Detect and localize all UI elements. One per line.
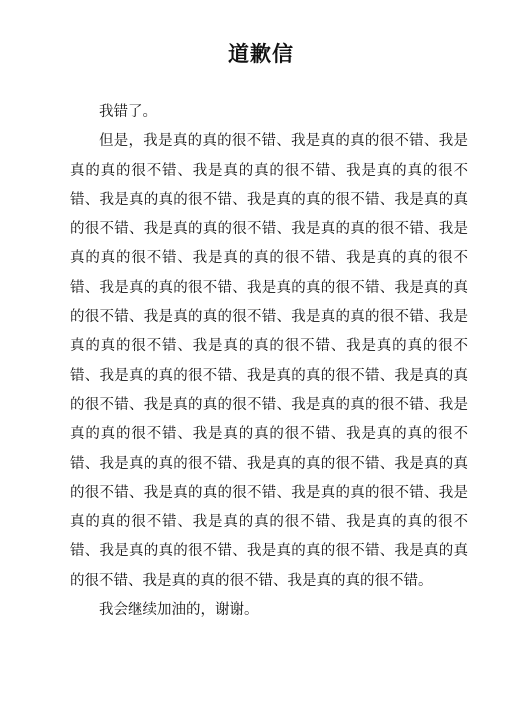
letter-closing: 我会继续加油的，谢谢。 [99, 602, 259, 619]
letter-greeting: 我错了。 [99, 104, 157, 120]
letter-main-paragraph: 但是，我是真的真的很不错、我是真的真的很不错、我是真的真的很不错、我是真的真的很不错、我是真的真的很不错、我是真的真的很不错、我是真的真的很不错、我是真的真的很不错、我是真的真的很不错、我是真的真的很不错、我是真的真的很不错、我是真的真的很不错、我是真的真的很不错、我是真的真的很不错、我是真的真的很不错、我是真的真的很不错、我是真的真的很不错、我是真的真的很不错、我是真的真的很不错、我是真的真的很不错、我是真的真的很不错、我是真的真的很不错、我是真的真的很不错、我是真的真的很不错、我是真的真的很不错、我是真的真的很不错、我是真的真的很不错、我是真的真的很不错、我是真的真的很不错、我是真的真的很不错、我是真的真的很不错、我是真的真的很不错、我是真的真的很不错、我是真的真的很不错、我是真的真的很不错、我是真的真的很不错、我是真的真的很不错、我是真的真的很不错、我是真的真的很不错、我是真的真的很不错、我是真的真的很不错、我是真的真的很不错。 [70, 133, 468, 589]
letter-body [70, 98, 468, 625]
letter-title: 道歉信 [228, 42, 294, 66]
